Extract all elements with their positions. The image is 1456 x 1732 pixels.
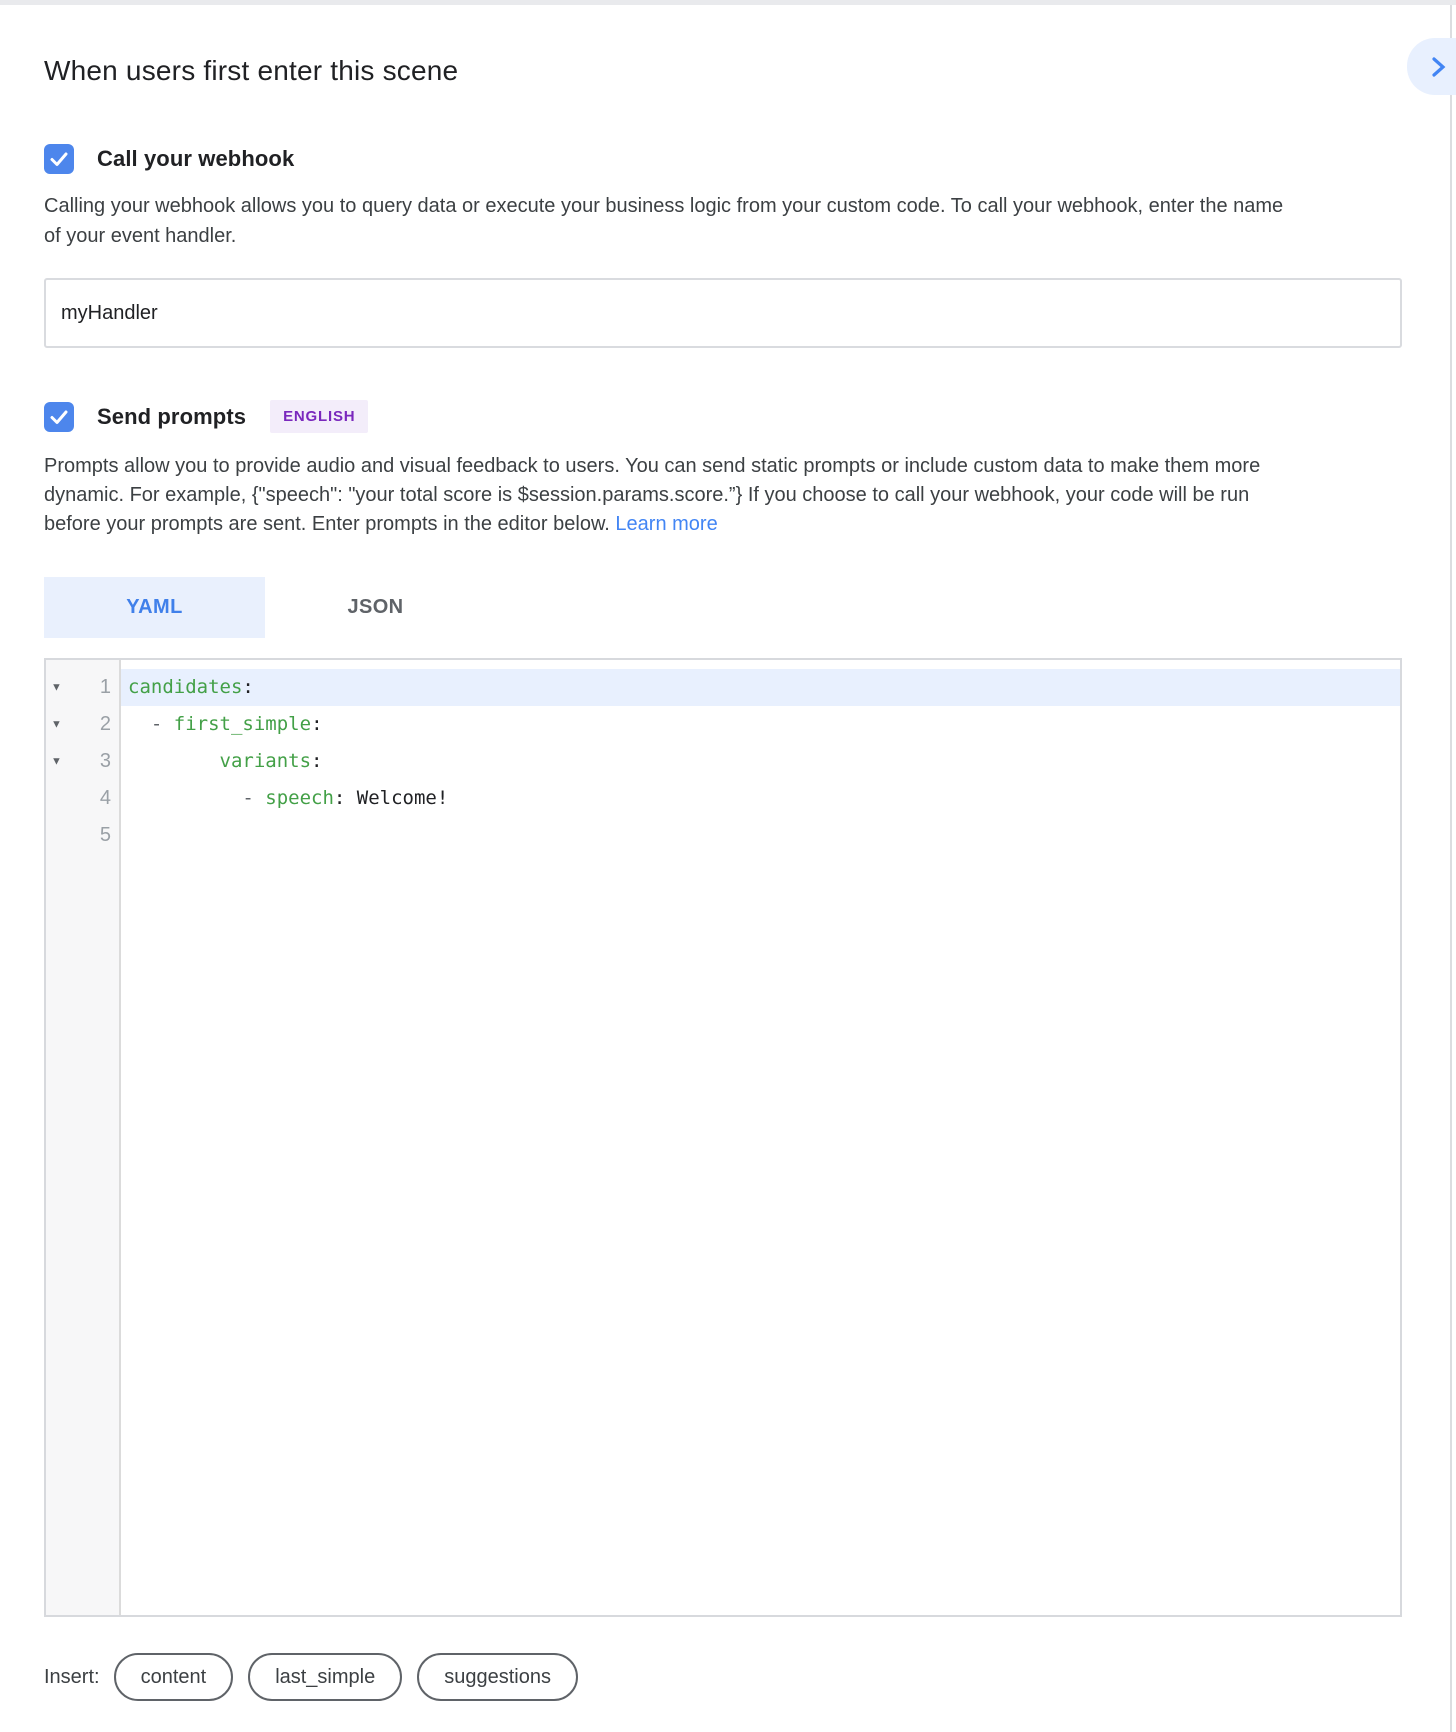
code-token-key: speech [265, 787, 334, 809]
learn-more-link[interactable]: Learn more [615, 513, 718, 535]
insert-suggestions-button[interactable]: suggestions [417, 1653, 578, 1701]
send-prompts-label: Send prompts [97, 403, 247, 429]
gutter-row [46, 706, 119, 743]
insert-last-simple-button[interactable]: last_simple [248, 1653, 402, 1701]
code-token-meta: - [242, 787, 266, 809]
gutter-row [46, 743, 119, 780]
line-number: 4 [99, 787, 111, 809]
send-prompts-checkbox[interactable] [44, 402, 74, 432]
code-token-plain: : Welcome! [333, 787, 449, 809]
gutter-row [46, 780, 119, 817]
code-token-key: variants [219, 750, 312, 772]
chevron-right-icon [1425, 54, 1451, 80]
fold-toggle-icon[interactable]: ▼ [51, 681, 62, 693]
code-token-plain [128, 750, 220, 772]
code-token-plain: : [311, 750, 323, 772]
editor-code-area[interactable] [121, 660, 1400, 1615]
code-line[interactable] [121, 780, 1400, 817]
insert-toolbar [44, 1653, 1450, 1701]
call-webhook-label: Call your webhook [97, 146, 295, 171]
checkmark-icon [48, 406, 70, 428]
code-token-key: first_simple [173, 713, 312, 735]
code-token-plain [128, 787, 242, 809]
code-line[interactable] [121, 743, 1400, 780]
page-title: When users first enter this scene [44, 55, 459, 86]
prompts-section-header [44, 400, 1450, 433]
editor-format-tabs [44, 577, 1450, 638]
line-number: 3 [99, 750, 111, 772]
code-token-meta: - [150, 713, 174, 735]
code-token-plain: : [242, 676, 254, 698]
code-token-plain: : [311, 713, 323, 735]
line-number: 2 [99, 713, 111, 735]
gutter-row [46, 817, 119, 854]
fold-toggle-icon[interactable]: ▼ [51, 755, 62, 767]
insert-content-button[interactable]: content [114, 1653, 234, 1701]
code-token-key: candidates [128, 676, 243, 698]
prompts-description [44, 452, 1284, 539]
line-number: 1 [99, 676, 111, 698]
editor-gutter [46, 660, 121, 1615]
tab-yaml[interactable]: YAML [44, 577, 265, 638]
event-handler-input[interactable] [44, 278, 1402, 348]
webhook-section-header [44, 144, 1450, 174]
prompts-description-text: Prompts allow you to provide audio and visual feedback to users. You can send static prompts or include custom data to make them more dynamic. For example, {"speech": "your total score is $session.params.score.”} If you choose to call your webhook, your code will be run before your prompts are sent. Enter prompts in the editor below. [44, 455, 1261, 535]
code-token-plain [128, 713, 151, 735]
prompt-code-editor [44, 658, 1402, 1617]
gutter-row [46, 669, 119, 706]
code-line[interactable] [121, 706, 1400, 743]
fold-toggle-icon[interactable]: ▼ [51, 718, 62, 730]
webhook-description: Calling your webhook allows you to query data or execute your business logic from your custom code. To call your webhook, enter the name of your event handler. [44, 195, 1284, 247]
language-badge: ENGLISH [270, 400, 368, 433]
call-webhook-checkbox[interactable] [44, 144, 74, 174]
insert-label: Insert: [44, 1665, 100, 1688]
line-number: 5 [99, 824, 111, 846]
collapse-panel-button[interactable] [1407, 38, 1456, 95]
checkmark-icon [48, 148, 70, 170]
code-line[interactable] [121, 817, 1400, 854]
code-line[interactable] [121, 669, 1400, 706]
tab-json[interactable]: JSON [265, 577, 486, 638]
scene-entry-panel [0, 5, 1452, 1732]
